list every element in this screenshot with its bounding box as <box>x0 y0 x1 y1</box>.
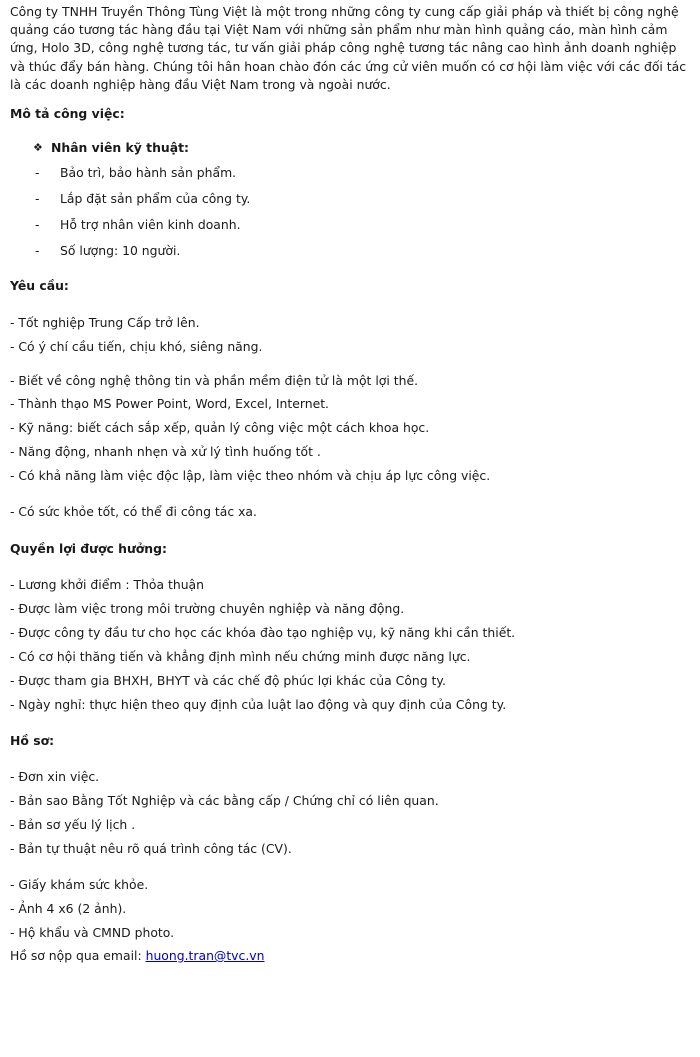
list-item: - Số lượng: 10 người. <box>35 243 181 259</box>
list-item: - Có ý chí cầu tiến, chịu khó, siêng năng. <box>10 339 263 355</box>
list-item: - Bản sơ yếu lý lịch . <box>10 817 136 833</box>
list-item: - Tốt nghiệp Trung Cấp trở lên. <box>10 315 200 331</box>
email-line <box>10 947 690 965</box>
email-prefix: Hồ sơ nộp qua email: <box>10 948 146 964</box>
application-heading: Hồ sơ: <box>10 733 55 749</box>
role-heading <box>10 139 690 157</box>
benefits-heading: Quyền lợi được hưởng: <box>10 541 167 557</box>
list-item: - Lương khởi điểm : Thỏa thuận <box>10 577 204 593</box>
list-item: - Có sức khỏe tốt, có thể đi công tác xa. <box>10 504 257 520</box>
list-item: - Được làm việc trong môi trường chuyên nghiệp và năng động. <box>10 601 405 617</box>
list-item: - Đơn xin việc. <box>10 769 100 785</box>
email-link[interactable]: huong.tran@tvc.vn <box>145 948 265 964</box>
list-item: - Giấy khám sức khỏe. <box>10 877 149 893</box>
list-item: - Kỹ năng: biết cách sắp xếp, quản lý công việc một cách khoa học. <box>10 420 430 436</box>
list-item: - Ngày nghỉ: thực hiện theo quy định của luật lao động và quy định của Công ty. <box>10 697 507 713</box>
list-item: - Hộ khẩu và CMND photo. <box>10 925 175 941</box>
list-item: - Ảnh 4 x6 (2 ảnh). <box>10 901 127 917</box>
list-item: - Có khả năng làm việc độc lập, làm việc theo nhóm và chịu áp lực công việc. <box>10 468 491 484</box>
list-item: - Được công ty đầu tư cho học các khóa đào tạo nghiệp vụ, kỹ năng khi cần thiết. <box>10 625 516 641</box>
company-intro: Công ty TNHH Truyền Thông Tùng Việt là một trong những công ty cung cấp giải pháp và thiết bị công nghệ quảng cáo tương tác hàng đầu tại Việt Nam với những sản phẩm như màn hình quảng cáo, màn hình cảm ứng, Holo 3D, công nghệ tương tác, tư vấn giải pháp công nghệ tương tác nâng cao hình ảnh doanh nghiệp và thúc đẩy bán hàng. Chúng tôi hân hoan chào đón các ứng cử viên muốn có cơ hội làm việc với các đối tác là các doanh nghiệp hàng đầu Việt Nam trong và ngoài nước. <box>10 4 687 92</box>
role-title: Nhân viên kỹ thuật: <box>51 140 189 156</box>
list-item: - Bản sao Bằng Tốt Nghiệp và các bằng cấp / Chứng chỉ có liên quan. <box>10 793 439 809</box>
requirements-heading: Yêu cầu: <box>10 278 69 294</box>
list-item: - Hỗ trợ nhân viên kinh doanh. <box>35 217 241 233</box>
list-item: - Có cơ hội thăng tiến và khẳng định mình nếu chứng minh được năng lực. <box>10 649 471 665</box>
list-item: - Năng động, nhanh nhẹn và xử lý tình huống tốt . <box>10 444 321 460</box>
diamond-bullet-icon: ❖ <box>33 141 43 155</box>
list-item: - Bảo trì, bảo hành sản phẩm. <box>35 165 237 181</box>
list-item: - Bản tự thuật nêu rõ quá trình công tác (CV). <box>10 841 292 857</box>
list-item: - Thành thạo MS Power Point, Word, Excel, Internet. <box>10 396 329 412</box>
job-description-heading: Mô tả công việc: <box>10 106 125 122</box>
list-item: - Biết về công nghệ thông tin và phần mềm điện tử là một lợi thế. <box>10 373 419 389</box>
list-item: - Được tham gia BHXH, BHYT và các chế độ phúc lợi khác của Công ty. <box>10 673 446 689</box>
list-item: - Lắp đặt sản phẩm của công ty. <box>35 191 251 207</box>
